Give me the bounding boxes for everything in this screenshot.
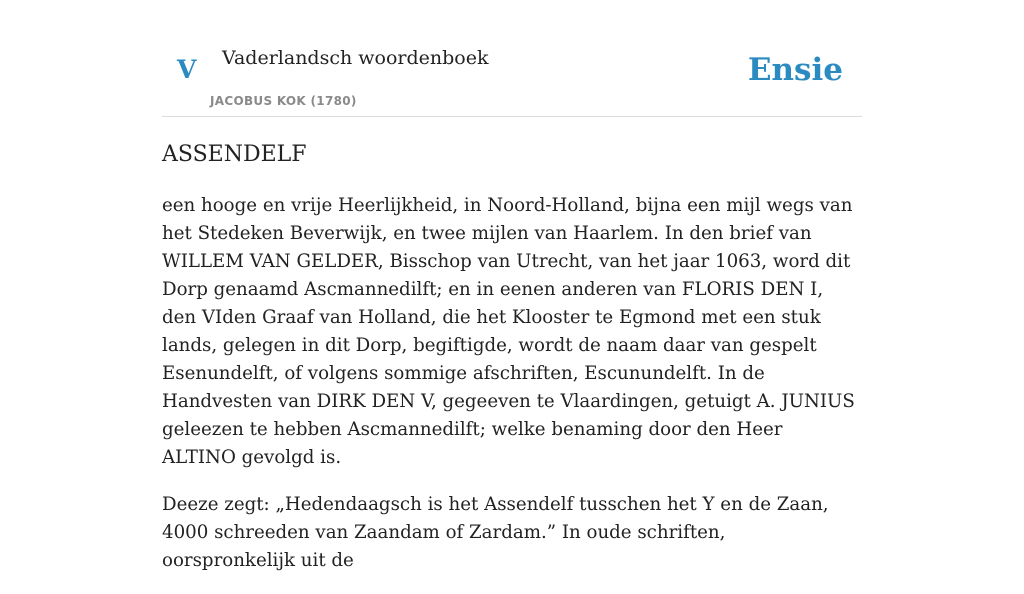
site-header [162,0,862,117]
book-title-link[interactable]: Vaderlandsch woordenboek [222,47,489,69]
entry-paragraph: Deeze zegt: „Hedendaagsch is het Assendelf tusschen het Y en de Zaan, 4000 schreeden van Zaandam of Zardam.” In oude schriften, oorspronkelijk uit de [162,494,829,571]
book-author: JACOBUS KOK (1780) [210,94,357,108]
entry-content [162,140,862,594]
ensie-logo-link[interactable]: Ensie [747,52,843,88]
index-letter[interactable]: V [177,55,197,84]
entry-paragraph: een hooge en vrije Heerlijkheid, in Noord-Holland, bijna een mijl wegs van het Stedeken Beverwijk, en twee mijlen van Haarlem. In den brief van WILLEM VAN GELDER, Bisschop van Utrecht, van het jaar 1063, word dit Dorp genaamd Ascmannedilft; en in eenen anderen van FLORIS DEN I, den VIden Graaf van Holland, die het Klooster te Egmond met een stuk lands, gelegen in dit Dorp, begiftigde, wordt de naam daar van gespelt Esenundelft, of volgens sommige afschriften, Escunundelft. In de Handvesten van DIRK DEN V, gegeeven te Vlaardingen, getuigt A. JUNIUS geleezen te hebben Ascmannedilft; welke benaming door den Heer ALTINO gevolgd is. [162,195,855,468]
entry-title: ASSENDELF [162,142,307,167]
